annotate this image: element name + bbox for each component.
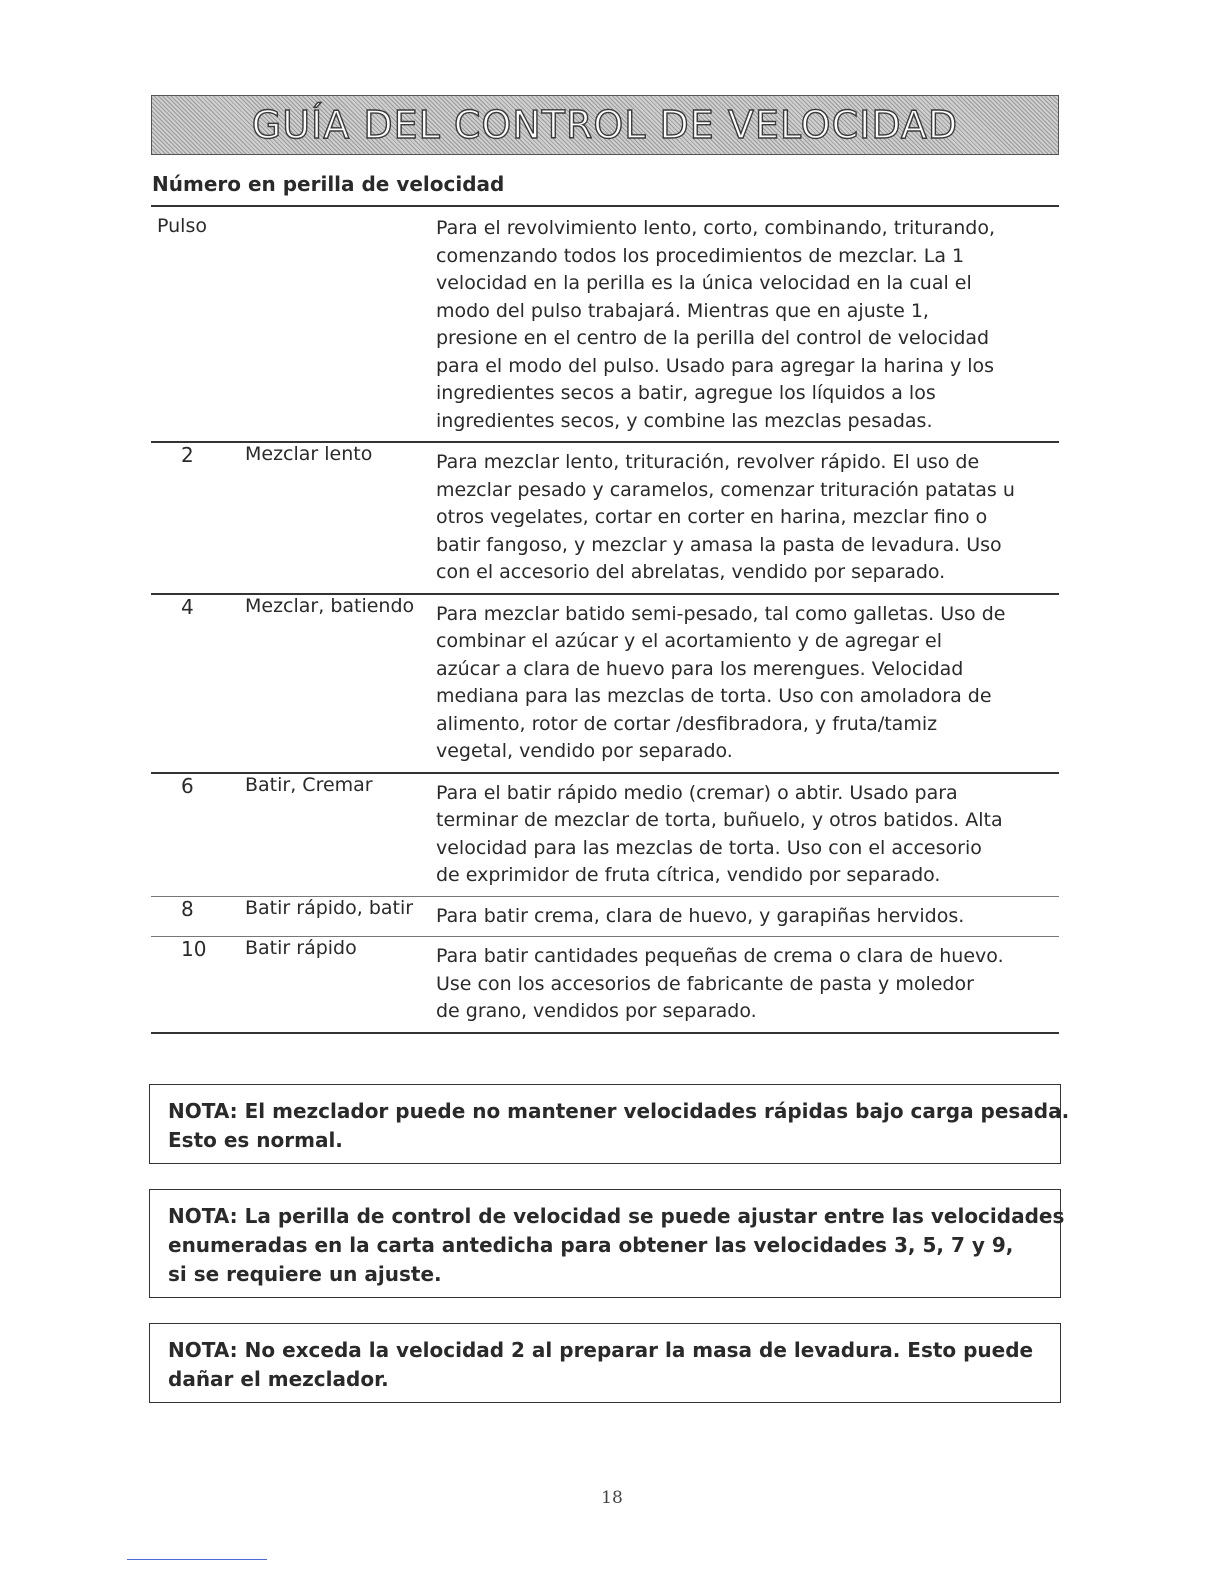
speed-description	[436, 780, 1056, 896]
speed-description	[436, 601, 1056, 772]
note-box	[149, 1189, 1065, 1298]
description-line: Para mezclar batido semi-pesado, tal como galletas. Uso de	[436, 602, 1006, 625]
speed-table	[151, 215, 1059, 1034]
description-line: mezclar pesado y caramelos, comenzar trituración patatas u	[436, 478, 1015, 501]
description-line: para el modo del pulso. Usado para agregar la harina y los	[436, 354, 995, 377]
footer-link-line	[127, 1559, 267, 1560]
speed-label: Batir rápido, batir	[245, 896, 414, 919]
speed-label: Mezclar lento	[245, 443, 373, 465]
speed-description	[436, 943, 1056, 1032]
description-line: presione en el centro de la perilla del control de velocidad	[436, 327, 990, 349]
description-line: Para el revolvimiento lento, corto, combinando, triturando,	[436, 217, 995, 239]
table-row	[151, 774, 1059, 897]
note-line: dañar el mezclador.	[168, 1367, 389, 1391]
note-box	[149, 1084, 1070, 1164]
description-line: velocidad para las mezclas de torta. Uso con el accesorio	[436, 836, 982, 859]
description-line: mediana para las mezclas de torta. Uso con amoladora de	[436, 685, 992, 707]
description-line: azúcar a clara de huevo para los merengues. Velocidad	[436, 657, 964, 680]
page-title: GUÍA DEL CONTROL DE VELOCIDAD	[251, 103, 959, 147]
description-line: Para batir cantidades pequeñas de crema o clara de huevo.	[436, 945, 1004, 967]
speed-label: Pulso	[157, 215, 207, 237]
description-line: terminar de mezclar de torta, buñuelo, y otros batidos. Alta	[436, 809, 1003, 831]
notes-section	[149, 1084, 1070, 1428]
speed-description	[436, 449, 1056, 593]
description-line: Para mezclar lento, trituración, revolver rápido. El uso de	[436, 451, 980, 473]
table-subtitle: Número en perilla de velocidad	[152, 172, 505, 196]
note-line: Esto es normal.	[168, 1128, 343, 1152]
description-line: Para batir crema, clara de huevo, y garapiñas hervidos.	[436, 904, 965, 927]
description-line: velocidad en la perilla es la única velocidad en la cual el	[436, 272, 972, 294]
note-line: NOTA: La perilla de control de velocidad se puede ajustar entre las velocidades	[168, 1204, 1065, 1228]
description-line: modo del pulso trabajará. Mientras que en ajuste 1,	[436, 299, 929, 322]
speed-label: Batir rápido	[245, 937, 357, 959]
note-line: si se requiere un ajuste.	[168, 1262, 442, 1286]
table-row	[151, 897, 1059, 938]
description-line: alimento, rotor de cortar /desfibradora, y fruta/tamiz	[436, 712, 938, 735]
description-line: batir fangoso, y mezclar y amasa la pasta de levadura. Uso	[436, 533, 1002, 556]
note-line: enumeradas en la carta antedicha para obtener las velocidades 3, 5, 7 y 9,	[168, 1233, 1014, 1257]
speed-label: Mezclar, batiendo	[245, 594, 415, 617]
description-line: ingredientes secos a batir, agregue los líquidos a los	[436, 382, 936, 404]
speed-number: 6	[181, 773, 194, 798]
description-line: combinar el azúcar y el acortamiento y de agregar el	[436, 630, 942, 652]
speed-number: 2	[181, 443, 194, 467]
page-number: 18	[601, 1488, 623, 1508]
header-divider	[151, 205, 1059, 207]
description-line: otros vegelates, cortar en corter en harina, mezclar fino o	[436, 506, 988, 528]
description-line: ingredientes secos, y combine las mezclas pesadas.	[436, 409, 933, 432]
speed-label: Batir, Cremar	[245, 773, 373, 796]
note-line: NOTA: El mezclador puede no mantener velocidades rápidas bajo carga pesada.	[168, 1099, 1070, 1123]
speed-number: 10	[181, 937, 207, 961]
table-row	[151, 595, 1059, 774]
speed-description	[436, 215, 1056, 441]
table-row	[151, 215, 1059, 443]
title-banner	[151, 95, 1059, 155]
note-box	[149, 1323, 1061, 1403]
description-line: Para el batir rápido medio (cremar) o abtir. Usado para	[436, 781, 958, 804]
speed-number: 4	[181, 594, 194, 619]
description-line: de exprimidor de fruta cítrica, vendido por separado.	[436, 864, 941, 886]
description-line: de grano, vendidos por separado.	[436, 1000, 757, 1022]
speed-description	[436, 903, 1056, 937]
speed-number: 8	[181, 896, 194, 921]
table-row	[151, 937, 1059, 1034]
description-line: con el accesorio del abrelatas, vendido por separado.	[436, 561, 946, 583]
table-row	[151, 443, 1059, 595]
description-line: comenzando todos los procedimientos de mezclar. La 1	[436, 244, 965, 267]
description-line: vegetal, vendido por separado.	[436, 740, 733, 762]
note-line: NOTA: No exceda la velocidad 2 al preparar la masa de levadura. Esto puede	[168, 1338, 1034, 1362]
description-line: Use con los accesorios de fabricante de pasta y moledor	[436, 972, 974, 995]
